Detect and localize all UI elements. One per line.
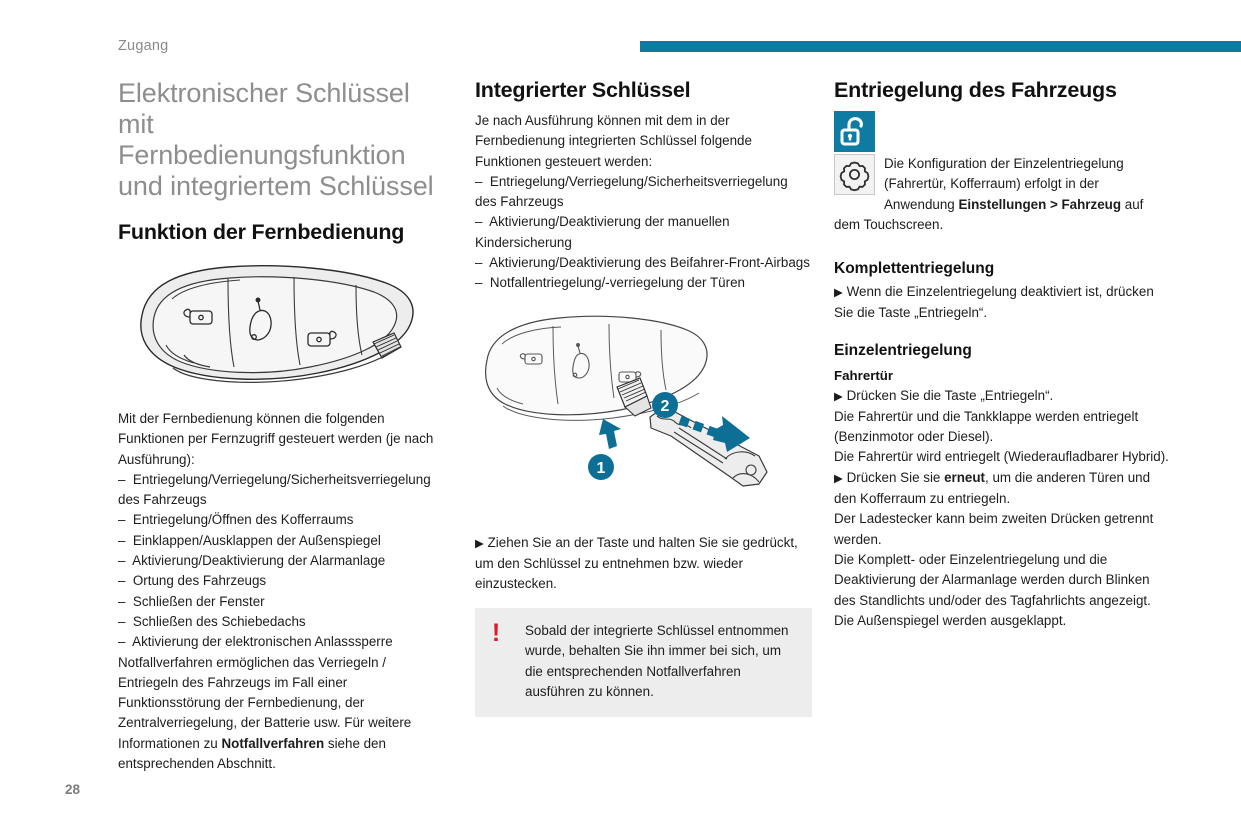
einzel-instruction-2-part1: Drücken Sie sie	[846, 469, 945, 485]
running-head: Zugang	[118, 38, 169, 54]
page-number: 28	[65, 782, 81, 797]
section-title-funktion: Funktion der Fernbedienung	[118, 220, 405, 244]
integrated-key-extraction-illustration	[475, 304, 812, 519]
triangle-bullet-icon: ▶	[834, 390, 843, 403]
header-rule	[640, 41, 1241, 52]
einzel-text-2: Die Fahrertür wird entriegelt (Wiederaufladbarer Hybrid).	[834, 449, 1169, 465]
einzel-instruction-1-text: Drücken Sie die Taste „Entriegeln“.	[846, 387, 1054, 403]
einzel-instruction-2-bold: erneut	[944, 469, 986, 485]
bullet-item: – Ortung des Fahrzeugs	[118, 573, 267, 589]
unlock-padlock-icon	[834, 111, 875, 152]
komplett-instruction	[834, 282, 1171, 324]
bullet-item: – Entriegelung/Verriegelung/Sicherheitsverriegelung des Fahrzeugs	[118, 471, 431, 508]
triangle-bullet-icon: ▶	[475, 537, 484, 550]
triangle-bullet-icon: ▶	[834, 472, 843, 485]
middle-bullet-list	[475, 172, 812, 294]
left-bullet-list	[118, 470, 448, 653]
einzel-text-1: Die Fahrertür und die Tankklappe werden entriegelt (Benzinmotor oder Diesel).	[834, 408, 1139, 445]
subsection-einzelentriegelung: Einzelentriegelung	[834, 341, 972, 359]
bullet-item: – Entriegelung/Öffnen des Kofferraums	[118, 512, 354, 528]
einzel-instruction-2	[834, 468, 1171, 510]
label-fahrertuer: Fahrertür	[834, 367, 894, 383]
svg-text:1: 1	[596, 459, 606, 477]
bullet-item: – Notfallentriegelung/-verriegelung der Türen	[475, 275, 745, 291]
warning-box	[475, 608, 812, 717]
config-note-part2: auf dem Touchscreen.	[834, 196, 1144, 232]
gear-icon	[834, 154, 875, 195]
middle-intro-paragraph: Je nach Ausführung können mit dem in der Fernbedienung integrierten Schlüssel folgende Funktionen gesteuert werden:	[475, 113, 752, 169]
bullet-item: – Schließen der Fenster	[118, 593, 265, 609]
icon-stack	[834, 111, 1171, 242]
left-intro-paragraph: Mit der Fernbedienung können die folgenden Funktionen per Fernzugriff gesteuert werden (je nach Ausführung):	[118, 411, 434, 467]
subsection-komplettentriegelung: Komplettentriegelung	[834, 260, 995, 277]
bullet-item: – Aktivierung der elektronischen Anlasssperre	[118, 634, 393, 650]
einzel-instruction-2-part2: , um die anderen Türen und den Kofferraum zu entriegeln.	[834, 469, 1151, 507]
bullet-item: – Entriegelung/Verriegelung/Sicherheitsverriegelung des Fahrzeugs	[475, 173, 788, 210]
bullet-item: – Aktivierung/Deaktivierung der Alarmanlage	[118, 553, 386, 569]
config-note-text	[834, 154, 1171, 235]
einzel-text-3: Der Ladestecker kann beim zweiten Drücken getrennt werden.	[834, 511, 1154, 547]
section-title-entriegelung: Entriegelung des Fahrzeugs	[834, 78, 1117, 102]
einzel-text-4: Die Komplett- oder Einzelentriegelung und die Deaktivierung der Alarmanlage werden durch Blinken des Standlichts und/oder des Tagfahrlichts angezeigt.	[834, 551, 1151, 608]
exclamation-icon: !	[491, 618, 501, 647]
bullet-item: – Aktivierung/Deaktivierung des Beifahrer-Front-Airbags	[475, 255, 810, 271]
key-fob-illustration	[118, 255, 448, 395]
column-left	[118, 78, 448, 774]
triangle-bullet-icon: ▶	[834, 287, 843, 299]
bullet-item: – Aktivierung/Deaktivierung der manuellen Kindersicherung	[475, 214, 730, 250]
config-note	[834, 111, 1171, 242]
middle-instruction-text: Ziehen Sie an der Taste und halten Sie sie gedrückt, um den Schlüssel zu entnehmen bzw. wieder einzustecken.	[475, 534, 798, 592]
warning-text-body: Sobald der integrierte Schlüssel entnommen wurde, behalten Sie ihn immer bei sich, um die entsprechenden Notfallverfahren ausführen zu können.	[525, 622, 789, 700]
column-right	[834, 78, 1171, 631]
komplett-instruction-text: Wenn die Einzelentriegelung deaktiviert ist, drücken Sie die Taste „Entriegeln“.	[834, 284, 1154, 321]
section-title-integrierter-schluessel: Integrierter Schlüssel	[475, 78, 691, 102]
chapter-title: Elektronischer Schlüssel mit Fernbedienungsfunktion und integriertem Schlüssel	[118, 78, 434, 201]
config-note-part1: Die Konfiguration der Einzelentriegelung (Fahrertür, Kofferraum) erfolgt in der Anwendung	[884, 156, 1124, 212]
middle-instruction	[475, 533, 812, 595]
bullet-item: – Schließen des Schiebedachs	[118, 613, 306, 629]
config-note-bold: Einstellungen > Fahrzeug	[958, 196, 1122, 212]
left-closing-part1: Notfallverfahren ermöglichen das Verriegeln / Entriegeln des Fahrzeugs im Fall einer Funktionsstörung der Fernbedienung, der Zentralverriegelung, der Batterie usw. Für weitere Informationen zu	[118, 654, 412, 751]
bullet-item: – Einklappen/Ausklappen der Außenspiegel	[118, 532, 381, 548]
warning-text	[489, 618, 798, 703]
left-closing-paragraph	[118, 653, 448, 775]
left-closing-bold: Notfallverfahren	[221, 735, 325, 751]
einzel-text-5: Die Außenspiegel werden ausgeklappt.	[834, 612, 1067, 628]
svg-text:2: 2	[660, 397, 670, 415]
einzel-instruction-1	[834, 386, 1171, 407]
column-middle	[475, 78, 812, 717]
left-closing-part2: siehe den entsprechenden Abschnitt.	[118, 735, 386, 772]
